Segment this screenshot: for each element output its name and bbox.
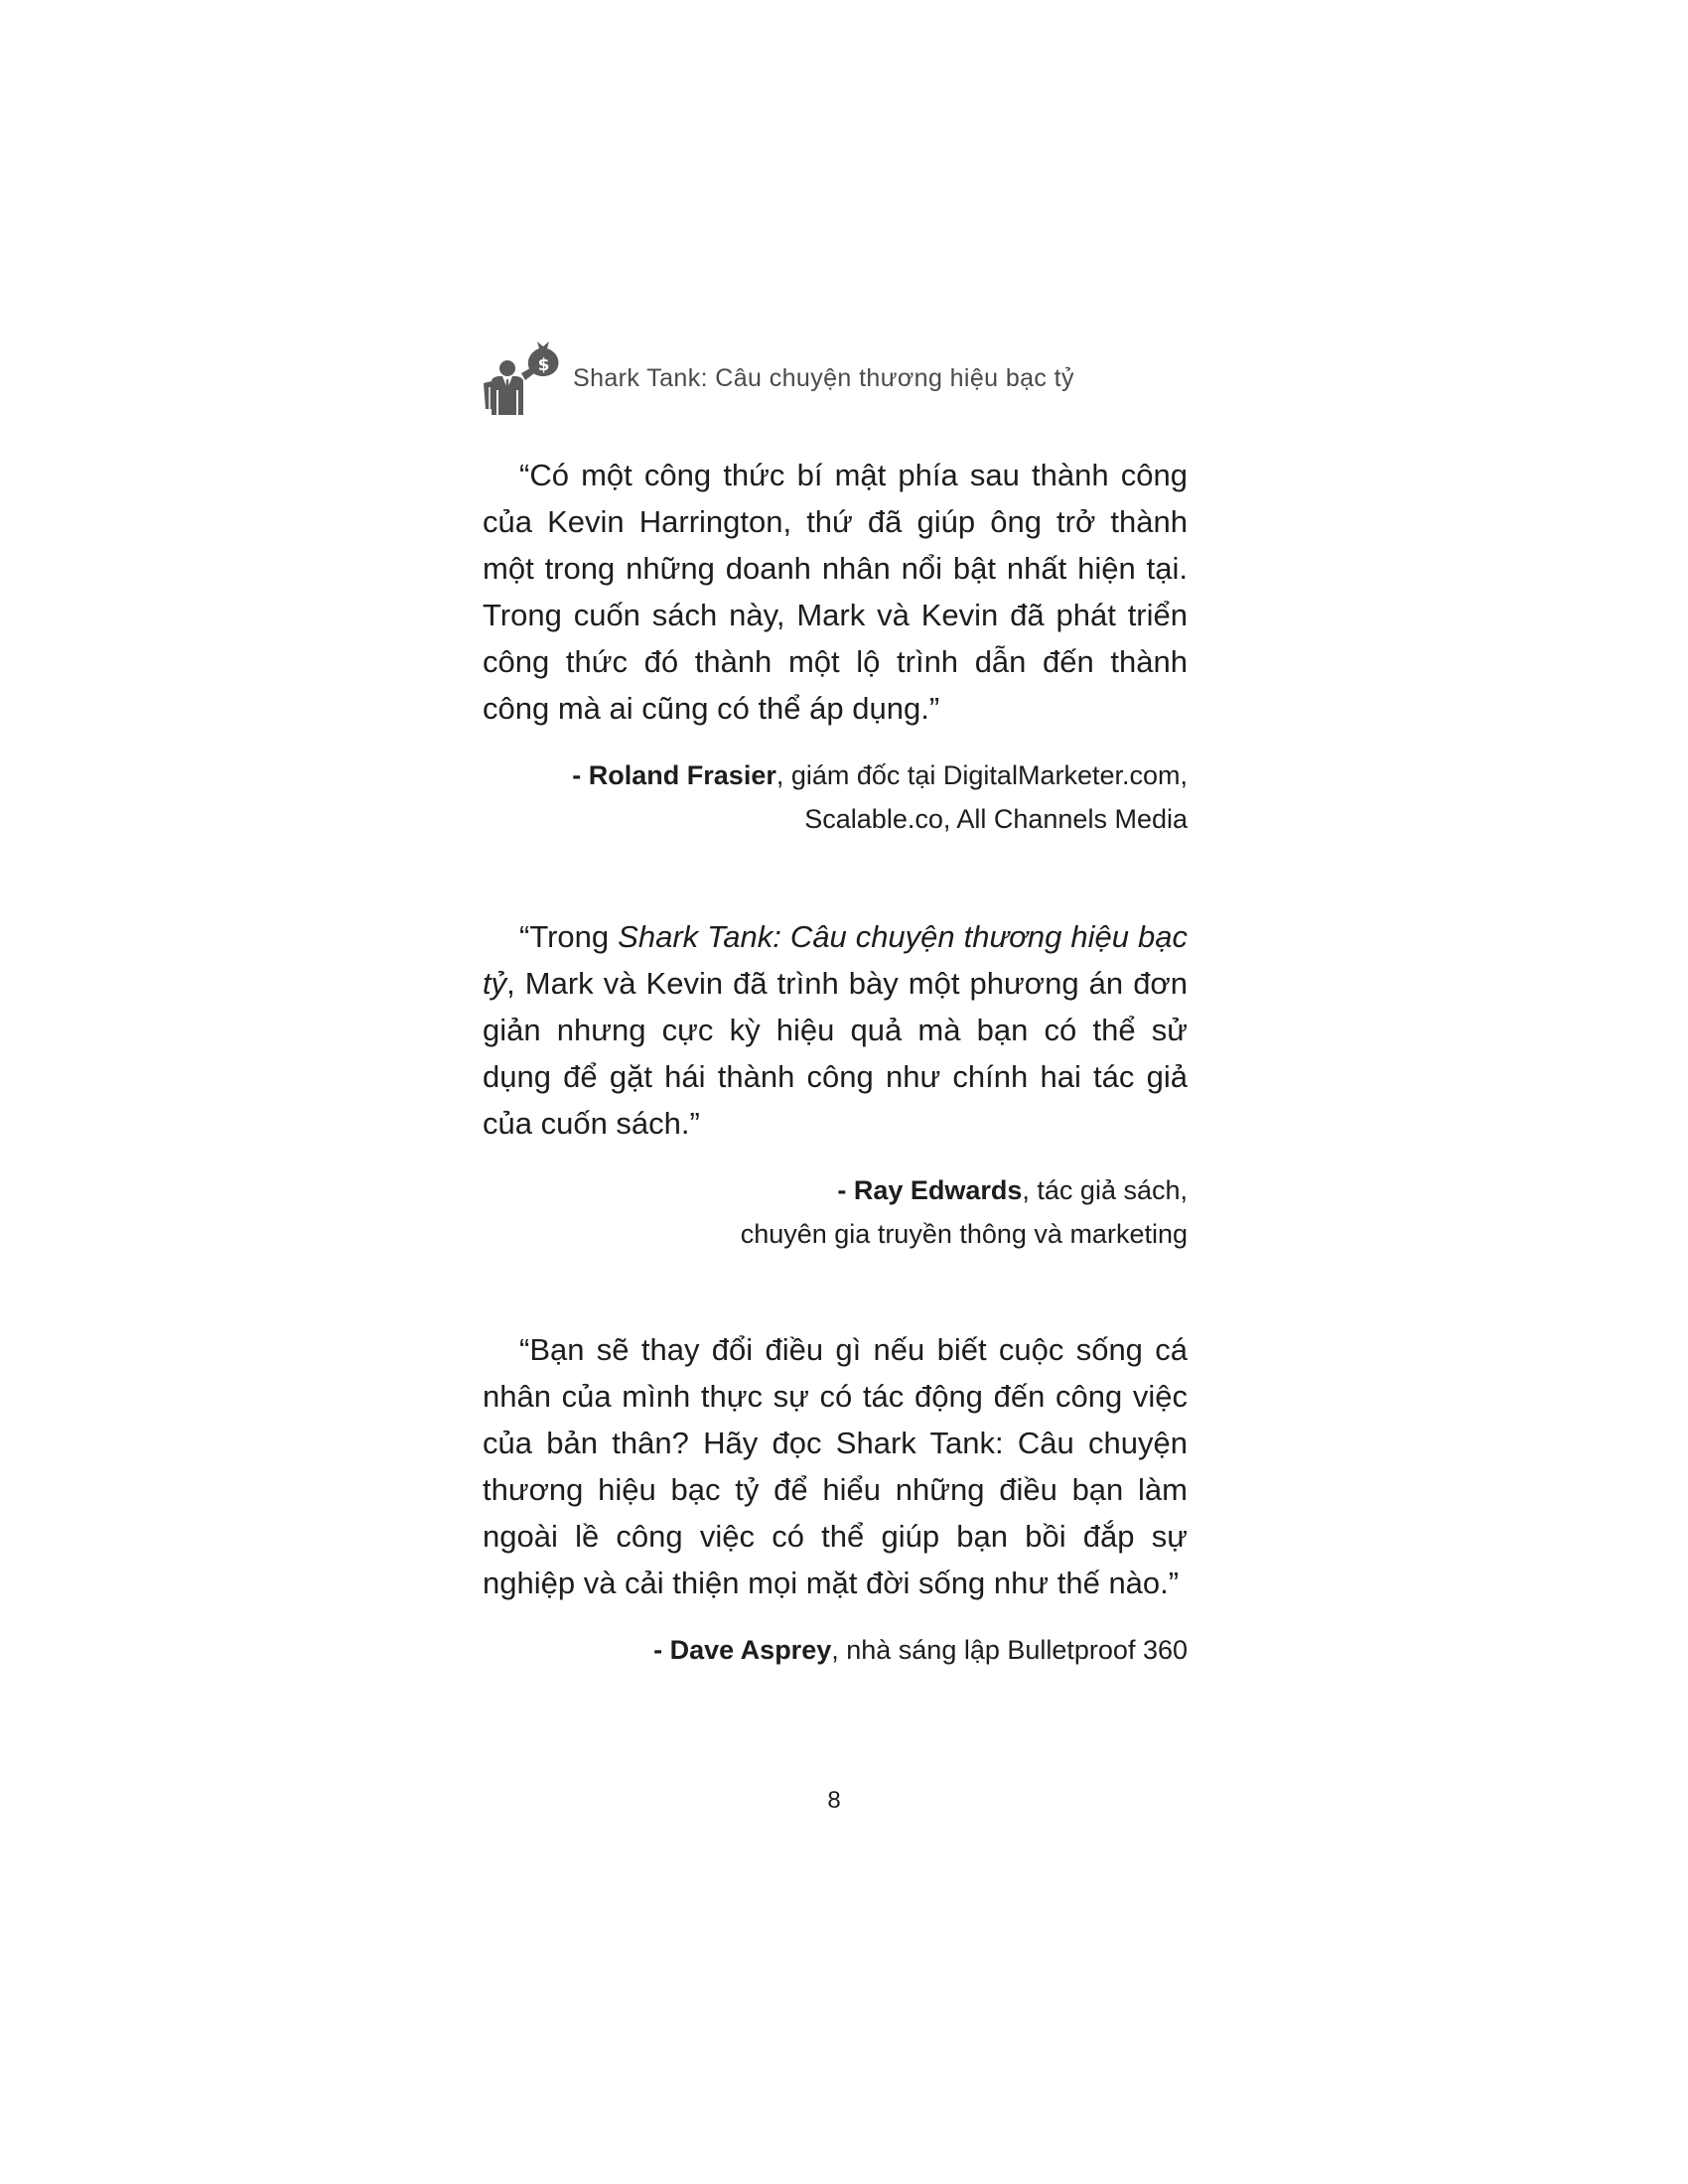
author-role-continued: chuyên gia truyền thông và marketing — [740, 1219, 1188, 1249]
author-role: , giám đốc tại DigitalMarketer.com, — [775, 760, 1188, 790]
testimonials — [483, 452, 1188, 1672]
running-header — [478, 336, 1074, 415]
svg-text:$: $ — [537, 355, 550, 375]
book-title-italic: Shark Tank: Câu chuyện thương hiệu bạc tỷ — [483, 919, 1188, 1001]
author-name: - Roland Frasier — [572, 760, 776, 790]
testimonial-attribution — [483, 1168, 1188, 1256]
running-header-title: Shark Tank: Câu chuyện thương hiệu bạc tỷ — [573, 364, 1074, 392]
quote-text: “Trong — [519, 919, 619, 954]
testimonial-quote: “Bạn sẽ thay đổi điều gì nếu biết cuộc sống cá nhân của mình thực sự có tác động đến công việc của bản thân? Hãy đọc Shark Tank: Câu chuyện thương hiệu bạc tỷ để hiểu những điều bạn làm ngoài lề công việc có thể giúp bạn bồi đắp sự nghiệp và cải thiện mọi mặt đời sống như thế nào.” — [483, 1332, 1188, 1600]
testimonial-attribution — [483, 1628, 1188, 1672]
testimonial-quote — [483, 913, 1188, 1147]
quote-text: , Mark và Kevin đã trình bày một phương án đơn giản nhưng cực kỳ hiệu quả mà bạn có thể sử dụng để gặt hái thành công như chính hai tác giả của cuốn sách.” — [483, 966, 1188, 1141]
author-role-continued: Scalable.co, All Channels Media — [804, 804, 1188, 834]
businessman-money-bag-icon — [478, 336, 567, 415]
author-name: - Dave Asprey — [653, 1635, 832, 1665]
author-role: , tác giả sách, — [1022, 1175, 1188, 1205]
author-name: - Ray Edwards — [837, 1175, 1023, 1205]
page-number: 8 — [827, 1787, 841, 1814]
testimonial-quote: “Có một công thức bí mật phía sau thành công của Kevin Harrington, thứ đã giúp ông trở thành một trong những doanh nhân nổi bật nhất hiện tại. Trong cuốn sách này, Mark và Kevin đã phát triển công thức đó thành một lộ trình dẫn đến thành công mà ai cũng có thể áp dụng.” — [483, 458, 1188, 726]
testimonial-attribution — [483, 753, 1188, 841]
author-role: , nhà sáng lập Bulletproof 360 — [831, 1635, 1188, 1665]
